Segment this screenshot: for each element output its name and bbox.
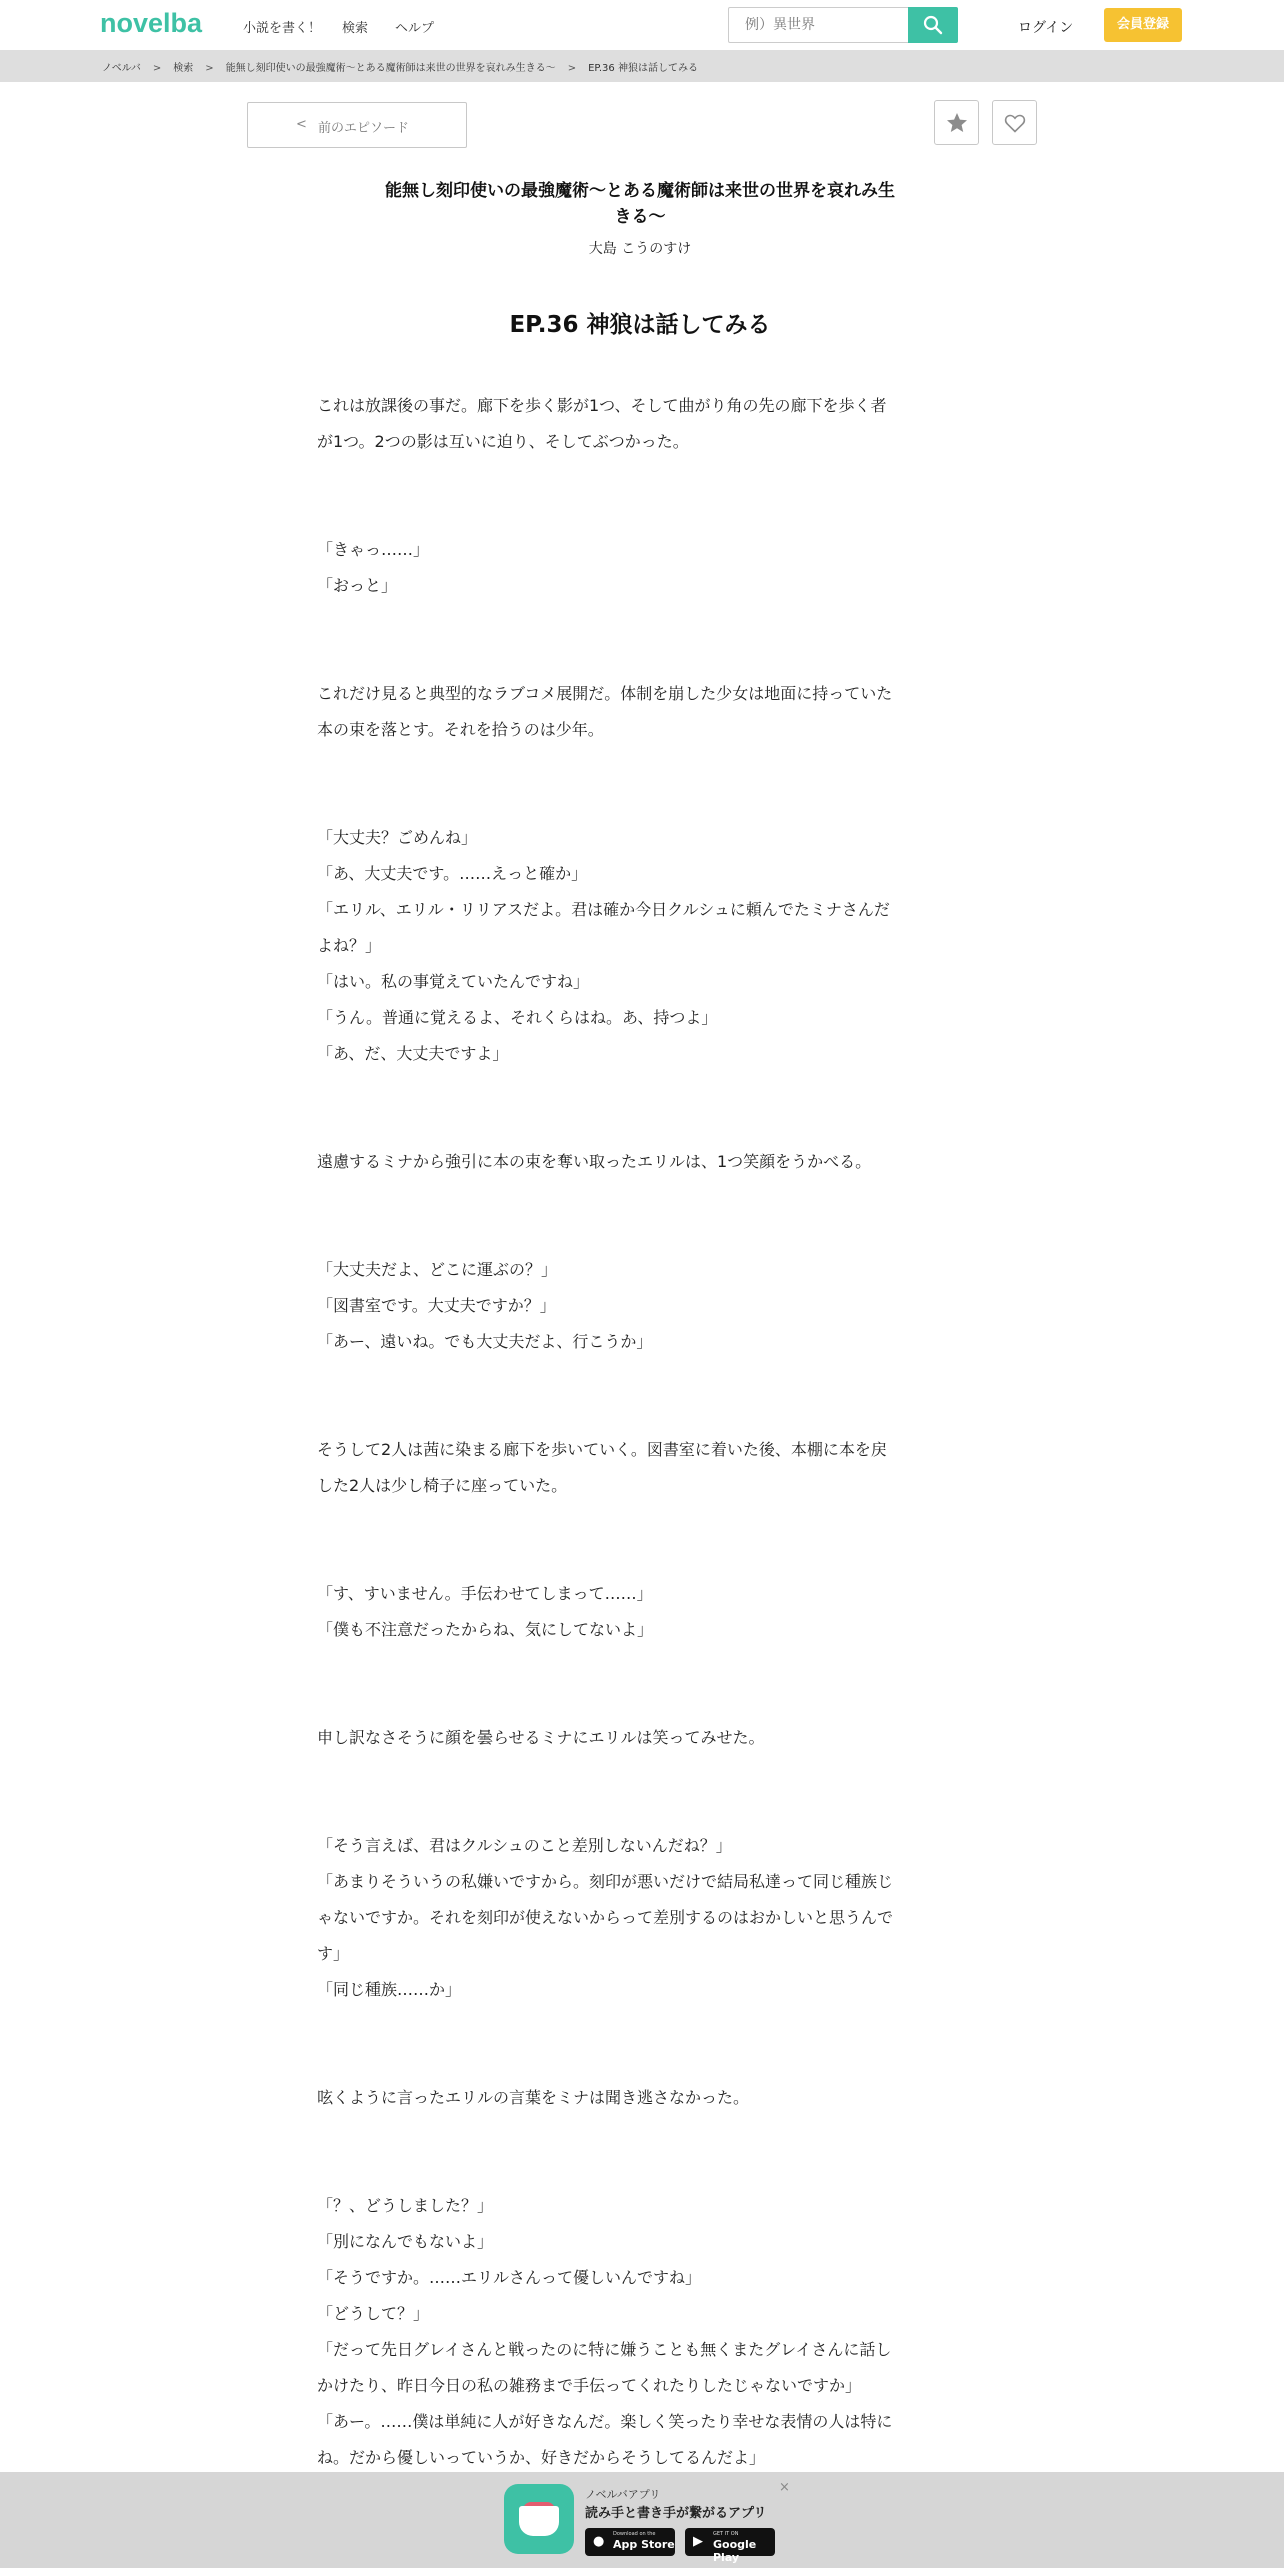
site-header: [0, 0, 1284, 50]
body-paragraph: [317, 2188, 971, 2476]
body-line: 「別になんでもないよ」: [317, 2232, 494, 2251]
body-paragraph: [317, 1828, 971, 2008]
body-line: 「うん。普通に覚えるよ、それくらはね。あ、持つよ」: [317, 1008, 718, 1027]
bookmark-star-button[interactable]: [934, 100, 979, 145]
body-paragraph: [317, 2080, 971, 2116]
breadcrumb-item-search[interactable]: 検索: [173, 63, 194, 74]
body-paragraph: [317, 676, 971, 748]
google-play-button[interactable]: [685, 2528, 775, 2564]
body-line: 「おっと」: [317, 576, 398, 595]
body-line: 「そう言えば、君はクルシュのこと差別しないんだね？」: [317, 1836, 732, 1855]
previous-episode-label: 前のエピソード: [318, 121, 410, 136]
body-line: かけたり、昨日今日の私の雑務まで手伝ってくれたりしたじゃないですか」: [317, 2376, 862, 2395]
body-line: そうして2人は茜に染まる廊下を歩いていく。図書室に着いた後、本棚に本を戻: [317, 1440, 887, 1459]
breadcrumb-item-current: EP.36 神狼は話してみる: [588, 63, 698, 74]
search-button[interactable]: [908, 7, 958, 43]
body-line: 「僕も不注意だったからね、気にしてないよ」: [317, 1620, 654, 1639]
app-banner-title: 読み手と書き手が繋がるアプリ: [585, 2506, 767, 2521]
body-paragraph: [317, 1252, 971, 1360]
book-icon: [519, 2506, 559, 2536]
series-title-line: きる〜: [614, 207, 666, 227]
body-line: 「図書室です。大丈夫ですか？」: [317, 1296, 556, 1315]
breadcrumb-item-series[interactable]: 能無し刻印使いの最強魔術〜とある魔術師は来世の世界を哀れみ生きる〜: [225, 63, 556, 74]
body-line: 「す、すいません。手伝わせてしまって……」: [317, 1584, 653, 1603]
site-logo[interactable]: novelba: [100, 8, 203, 38]
search-input[interactable]: [728, 7, 910, 43]
search-icon: [923, 15, 943, 35]
close-icon[interactable]: ×: [779, 2480, 790, 2495]
breadcrumb: [102, 59, 698, 74]
breadcrumb-bar: [0, 50, 1284, 82]
series-title[interactable]: [360, 178, 920, 230]
breadcrumb-separator: >: [567, 63, 577, 74]
body-line: 「あまりそういうの私嫌いですから。刻印が悪いだけで結局私達って同じ種族じ: [317, 1872, 894, 1891]
episode-title: EP.36 神狼は話してみる: [509, 312, 771, 338]
body-line: 「あ、大丈夫です。……えっと確か」: [317, 864, 588, 883]
body-line: ね。だから優しいっていうか、好きだからそうしてるんだよ」: [317, 2448, 766, 2467]
body-line: ゃないですか。それを刻印が使えないからって差別するのはおかしいと思うんで: [317, 1908, 894, 1927]
body-line: 申し訳なさそうに顔を曇らせるミナにエリルは笑ってみせた。: [317, 1728, 765, 1747]
body-line: 遠慮するミナから強引に本の束を奪い取ったエリルは、1つ笑顔をうかべる。: [317, 1152, 872, 1171]
body-line: 呟くように言ったエリルの言葉をミナは聞き逃さなかった。: [317, 2088, 750, 2107]
body-paragraph: [317, 1144, 971, 1180]
body-line: した2人は少し椅子に座っていた。: [317, 1476, 568, 1495]
body-line: 「はい。私の事覚えていたんですね」: [317, 972, 590, 991]
body-line: 「きゃっ……」: [317, 540, 430, 559]
app-store-label: App Store: [613, 2538, 675, 2551]
body-line: が1つ。2つの影は互いに迫り、そしてぶつかった。: [317, 432, 689, 451]
body-line: 「あ、だ、大丈夫ですよ」: [317, 1044, 509, 1063]
body-line: 「？、どうしました？」: [317, 2196, 494, 2215]
signup-button[interactable]: 会員登録: [1104, 8, 1182, 42]
app-download-banner: [0, 2472, 1284, 2568]
app-store-small-label: Download on the: [613, 2531, 656, 2537]
app-banner-subtitle: ノベルバアプリ: [585, 2488, 661, 2501]
body-paragraph: [317, 1720, 971, 1756]
breadcrumb-separator: >: [205, 63, 214, 74]
previous-episode-button[interactable]: [247, 102, 467, 148]
body-paragraph: [317, 388, 971, 460]
author-name[interactable]: 大島 こうのすけ: [588, 241, 692, 257]
body-line: 「エリル、エリル・リリアスだよ。君は確か今日クルシュに頼んでたミナさんだ: [317, 900, 890, 919]
breadcrumb-item-home[interactable]: ノベルバ: [102, 63, 141, 74]
chevron-left-icon: <: [296, 117, 307, 132]
star-icon: [945, 111, 969, 135]
body-line: 「同じ種族……か」: [317, 1980, 462, 1999]
body-line: 「あー、遠いね。でも大丈夫だよ、行こうか」: [317, 1332, 653, 1351]
breadcrumb-separator: >: [152, 63, 162, 74]
body-paragraph: [317, 1576, 971, 1648]
series-title-line: 能無し刻印使いの最強魔術〜とある魔術師は来世の世界を哀れみ生: [385, 181, 895, 201]
body-line: 「どうして？」: [317, 2304, 430, 2323]
body-paragraph: [317, 532, 971, 604]
nav-write-novel[interactable]: 小説を書く！: [243, 21, 322, 36]
apple-icon: ●: [593, 2534, 605, 2549]
play-icon: ▶: [693, 2534, 703, 2549]
body-line: 「あー。……僕は単純に人が好きなんだ。楽しく笑ったり幸せな表情の人は特に: [317, 2412, 893, 2431]
nav-help[interactable]: ヘルプ: [395, 21, 435, 36]
body-line: これは放課後の事だ。廊下を歩く影が1つ、そして曲がり角の先の廊下を歩く者: [317, 396, 887, 415]
body-line: 「大丈夫だよ、どこに運ぶの？」: [317, 1260, 558, 1279]
login-link[interactable]: ログイン: [1018, 20, 1074, 36]
app-store-button[interactable]: [585, 2528, 675, 2556]
body-line: よね？」: [317, 936, 382, 955]
body-line: これだけ見ると典型的なラブコメ展開だ。体制を崩した少女は地面に持っていた: [317, 684, 893, 703]
app-icon[interactable]: [504, 2484, 574, 2554]
body-paragraph: [317, 1432, 971, 1504]
google-play-label: Google Play: [713, 2538, 757, 2564]
body-line: 「大丈夫？ごめんね」: [317, 828, 478, 847]
body-line: 本の束を落とす。それを拾うのは少年。: [317, 720, 604, 739]
nav-search[interactable]: 検索: [342, 21, 369, 36]
body-line: す」: [317, 1944, 350, 1963]
body-paragraph: [317, 820, 971, 1072]
body-line: 「だって先日グレイさんと戦ったのに特に嫌うことも無くまたグレイさんに話し: [317, 2340, 892, 2359]
favorite-heart-button[interactable]: [992, 100, 1037, 145]
heart-icon: [1003, 111, 1027, 135]
body-line: 「そうですか。……エリルさんって優しいんですね」: [317, 2268, 702, 2287]
google-play-small-label: GET IT ON: [713, 2531, 739, 2537]
